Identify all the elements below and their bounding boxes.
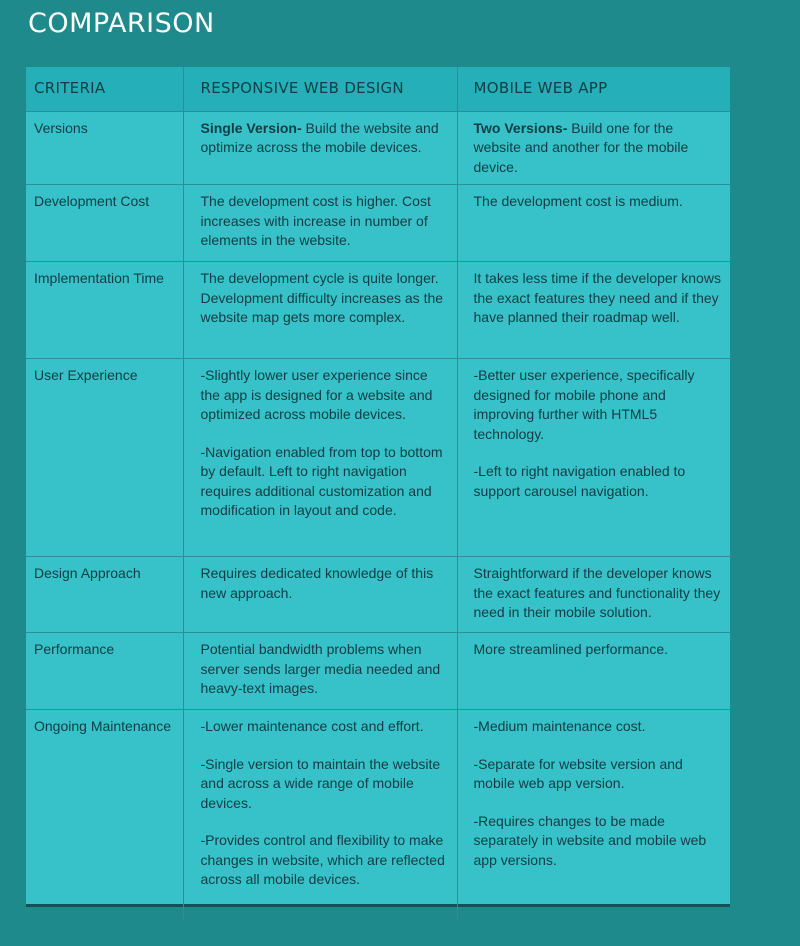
- responsive-cell: [183, 633, 457, 710]
- criteria-cell: Design Approach: [26, 557, 183, 633]
- responsive-text: -Slightly lower user experience since the app is designed for a website and optimized across mobile devices.: [200, 367, 433, 422]
- mobile-text: -Requires changes to be made separately in website and mobile web app versions.: [473, 812, 707, 868]
- responsive-text: The development cycle is quite longer. Development difficulty increases as the website map gets more complex.: [200, 270, 444, 325]
- table-row: [26, 557, 730, 633]
- table-row: [26, 710, 730, 921]
- responsive-cell: [183, 710, 457, 921]
- responsive-cell: [183, 185, 457, 262]
- mobile-text: -Medium maintenance cost.: [473, 718, 646, 734]
- table-row: [26, 359, 730, 557]
- mobile-text: It takes less time if the developer knows the exact features they need and if they have planned their roadmap well.: [473, 270, 721, 325]
- header-responsive-web-design: RESPONSIVE WEB DESIGN: [183, 67, 457, 111]
- responsive-text: -Single version to maintain the website and across a wide range of mobile devices.: [200, 755, 441, 811]
- mobile-text: -Left to right navigation enabled to support carousel navigation.: [473, 463, 686, 499]
- responsive-cell: [183, 262, 457, 359]
- responsive-text: -Lower maintenance cost and effort.: [200, 718, 424, 734]
- mobile-cell: [457, 359, 730, 557]
- responsive-text: The development cost is higher. Cost increases with increase in number of elements in the website.: [200, 193, 431, 248]
- mobile-text: More streamlined performance.: [473, 641, 669, 657]
- mobile-cell: [457, 633, 730, 710]
- mobile-cell: [457, 557, 730, 633]
- mobile-text: Build one for the website and another for the mobile device.: [473, 119, 689, 175]
- responsive-text: Potential bandwidth problems when server sends larger media needed and heavy-text images.: [200, 641, 441, 696]
- responsive-text: -Provides control and flexibility to make changes in website, which are reflected across all mobile devices.: [200, 832, 445, 887]
- mobile-lead: Two Versions-: [473, 119, 568, 136]
- criteria-cell: Development Cost: [26, 185, 183, 262]
- page-title: COMPARISON: [28, 8, 215, 39]
- header-mobile-web-app: MOBILE WEB APP: [457, 67, 730, 111]
- mobile-cell: [457, 262, 730, 359]
- comparison-table-container: [26, 67, 730, 907]
- criteria-cell: Versions: [26, 111, 183, 185]
- table-row: [26, 111, 730, 185]
- mobile-cell: [457, 111, 730, 185]
- table-header-row: [26, 67, 730, 111]
- header-criteria: CRITERIA: [26, 67, 183, 111]
- responsive-cell: [183, 557, 457, 633]
- table-row: [26, 185, 730, 262]
- table-row: [26, 262, 730, 359]
- criteria-cell: Ongoing Maintenance: [26, 710, 183, 921]
- mobile-cell: [457, 185, 730, 262]
- responsive-text: -Navigation enabled from top to bottom by default. Left to right navigation requires additional customization and modification in layout and code.: [200, 443, 443, 518]
- criteria-cell: User Experience: [26, 359, 183, 557]
- responsive-text: Requires dedicated knowledge of this new approach.: [200, 565, 434, 601]
- responsive-lead: Single Version-: [200, 119, 302, 136]
- mobile-text: -Better user experience, specifically designed for mobile phone and improving further with HTML5 technology.: [473, 367, 695, 442]
- responsive-cell: [183, 359, 457, 557]
- criteria-cell: Performance: [26, 633, 183, 710]
- comparison-table: [26, 67, 730, 921]
- mobile-text: Straightforward if the developer knows the exact features and functionality they need in their mobile solution.: [473, 565, 721, 620]
- table-row: [26, 633, 730, 710]
- mobile-text: The development cost is medium.: [473, 193, 683, 209]
- responsive-text: Build the website and optimize across the mobile devices.: [200, 119, 439, 155]
- mobile-cell: [457, 710, 730, 921]
- responsive-cell: [183, 111, 457, 185]
- criteria-cell: Implementation Time: [26, 262, 183, 359]
- mobile-text: -Separate for website version and mobile web app version.: [473, 755, 683, 791]
